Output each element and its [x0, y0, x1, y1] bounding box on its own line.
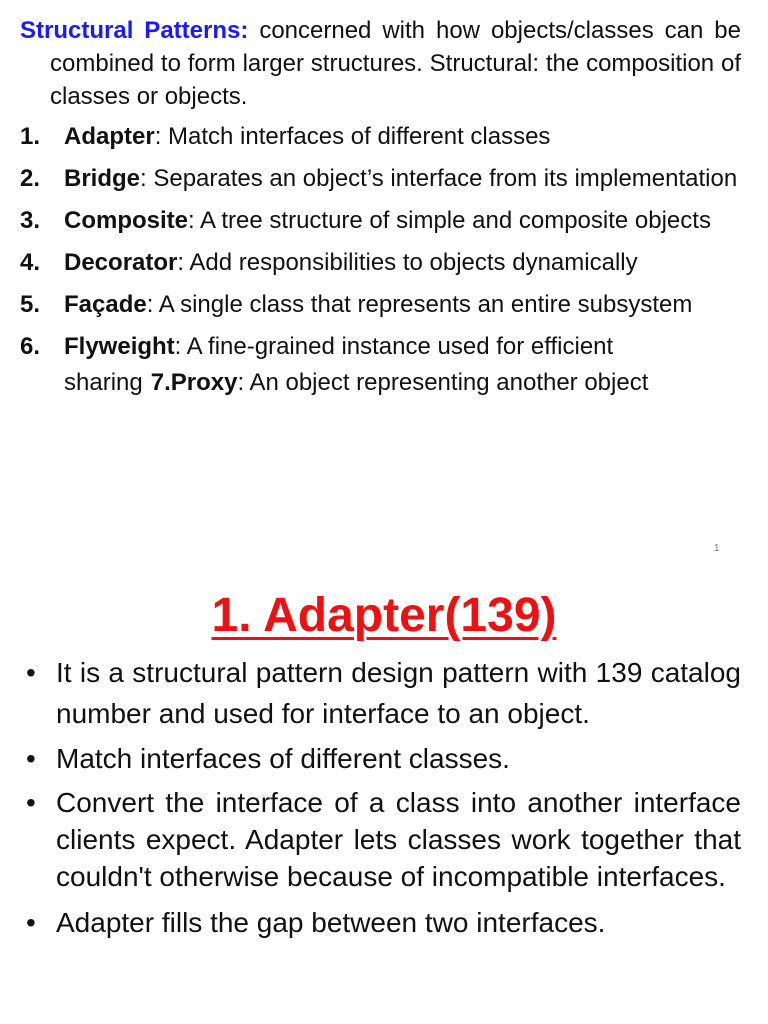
pattern-desc: : A fine-grained instance used for efficient sharing	[64, 333, 614, 396]
bullet-item	[26, 903, 741, 943]
pattern-desc: : Match interfaces of different classes	[154, 123, 551, 150]
bullet-item	[26, 742, 741, 776]
bullet-icon: •	[26, 657, 36, 688]
item-number: 2.	[20, 165, 41, 192]
item-number: 6.	[20, 333, 41, 360]
item-number: 5.	[20, 291, 41, 318]
pattern-name: Façade	[64, 291, 147, 318]
pattern-name-proxy: 7.Proxy	[150, 369, 238, 396]
bullet-text: Adapter fills the gap between two interfaces.	[56, 907, 606, 938]
slide-structural-patterns	[20, 14, 741, 407]
bullet-icon: •	[26, 907, 36, 938]
pattern-list	[20, 119, 741, 401]
pattern-item-bridge	[20, 161, 741, 197]
pattern-name: Composite	[64, 207, 189, 234]
pattern-desc: : Add responsibilities to objects dynamically	[177, 249, 638, 276]
pattern-item-adapter	[20, 119, 741, 155]
pattern-item-flyweight	[20, 329, 741, 401]
page-number: 1	[714, 543, 720, 554]
pattern-desc: : Separates an object’s interface from its implementation	[140, 165, 738, 192]
bullet-item	[26, 652, 741, 734]
bullet-text: Match interfaces of different classes.	[56, 743, 510, 774]
pattern-item-decorator	[20, 245, 741, 281]
pattern-desc-proxy: : An object representing another object	[237, 369, 649, 396]
item-number: 1.	[20, 123, 41, 150]
bullet-text: It is a structural pattern design pattern with 139 catalog number and used for interface to an object.	[56, 657, 741, 729]
adapter-bullet-list	[26, 652, 741, 951]
bullet-text: Convert the interface of a class into another interface clients expect. Adapter lets classes work together that couldn't otherwise because of incompatible interfaces.	[56, 787, 741, 892]
intro-heading: Structural Patterns:	[20, 17, 249, 44]
bullet-icon: •	[26, 787, 36, 818]
intro-text: concerned with how objects/classes can be combined to form larger structures. Structural: the composition of classes or objects.	[50, 17, 741, 110]
intro-paragraph	[20, 14, 741, 113]
pattern-name: Flyweight	[64, 333, 175, 360]
pattern-name: Decorator	[64, 249, 178, 276]
pattern-item-composite	[20, 203, 741, 239]
pattern-desc: : A single class that represents an entire subsystem	[146, 291, 693, 318]
pattern-name: Adapter	[64, 123, 155, 150]
item-number: 4.	[20, 249, 41, 276]
item-number: 3.	[20, 207, 41, 234]
pattern-name: Bridge	[64, 165, 141, 192]
pattern-item-facade	[20, 287, 741, 323]
pattern-desc: : A tree structure of simple and composite objects	[188, 207, 711, 234]
slide-title-adapter: 1. Adapter(139)	[211, 589, 557, 642]
bullet-item	[26, 784, 741, 895]
bullet-icon: •	[26, 743, 36, 774]
